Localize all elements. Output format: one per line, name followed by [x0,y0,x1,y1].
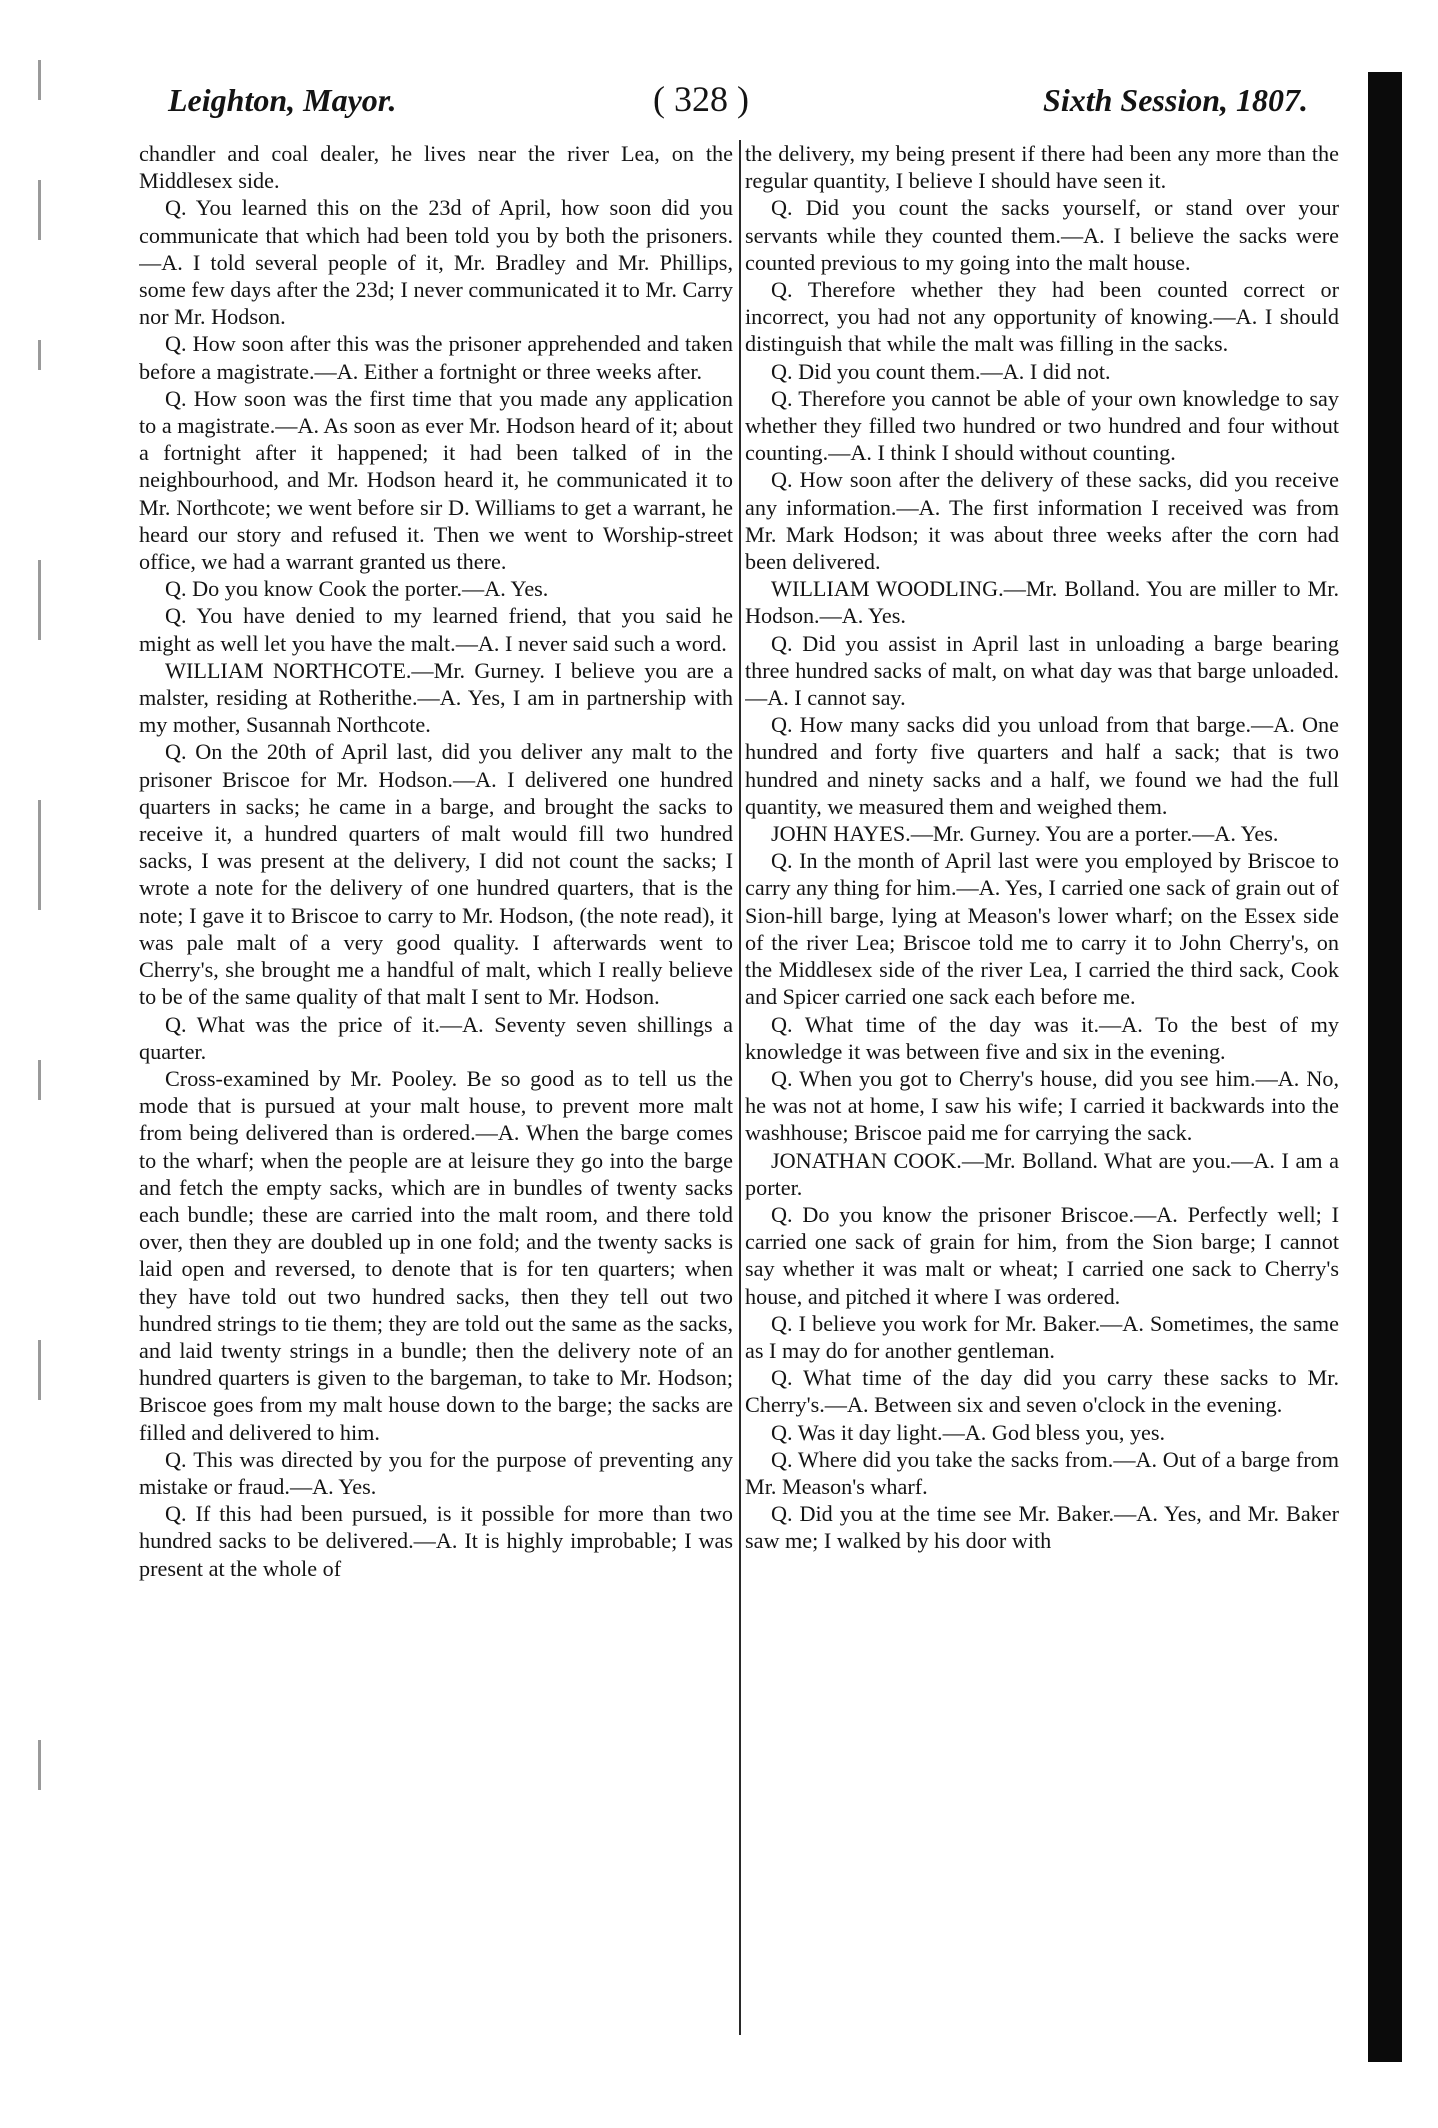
running-header [168,79,1308,130]
page-edge-shadow [1368,72,1402,2062]
left-column [139,140,733,2040]
paragraph: Q. When you got to Cherry's house, did you see him.—A. No, he was not at home, I saw his wife; I carried it backwards into the washhouse; Briscoe paid me for carrying the sack. [745,1065,1339,1146]
paragraph: Q. If this had been pursued, is it possible for more than two hundred sacks to be delivered.—A. It is highly improbable; I was present at the whole of [139,1501,733,1581]
paragraph: Q. Do you know the prisoner Briscoe.—A. Perfectly well; I carried one sack of grain for him, from the Sion barge; I cannot say whether it was malt or wheat; I carried one sack to Cherry's house, and pitched it where I was ordered. [745,1201,1339,1309]
paragraph: Q. You have denied to my learned friend, that you said he might as well let you have the malt.—A. I never said such a word. [139,603,733,656]
header-left: Leighton, Mayor. [168,82,397,118]
paragraph: Q. What time of the day did you carry these sacks to Mr. Cherry's.—A. Between six and seven o'clock in the evening. [745,1365,1339,1418]
paragraph: Q. Therefore whether they had been counted correct or incorrect, you had not any opportunity of knowing.—A. I should distinguish that while the malt was filling in the sacks. [745,277,1339,357]
paragraph: Q. You learned this on the 23d of April, how soon did you communicate that which had been told you by both the prisoners.—A. I told several people of it, Mr. Bradley and Mr. Phillips, some few days after the 23d; I never communicated it to Mr. Carry nor Mr. Hodson. [139,195,733,330]
paragraph: Cross-examined by Mr. Pooley. Be so good as to tell us the mode that is pursued at your malt house, to prevent more malt from being delivered than is ordered.—A. When the barge comes to the wharf; when the people are at leisure they go into the barge and fetch the empty sacks, which are in bundles of twenty sacks each bundle; these are carried into the malt room, and there told over, then they are doubled up in one fold; and the twenty sacks is laid open and reversed, to denote that is for ten quarters; when they have told out two hundred sacks, then they tell out two hundred strings to tie them; they are told out the same as the sacks, and laid twenty strings in a bundle; then the delivery note of an hundred quarters is given to the bargeman, to take to Mr. Hodson; Briscoe goes from my malt house down to the barge; the sacks are filled and delivered to him. [139,1065,733,1445]
paragraph: chandler and coal dealer, he lives near the river Lea, on the Middlesex side. [139,141,733,194]
paragraph: Q. This was directed by you for the purpose of preventing any mistake or fraud.—A. Yes. [139,1446,733,1499]
page-number: ( 328 ) [653,79,749,119]
paragraph: Q. Therefore you cannot be able of your own knowledge to say whether they filled two hundred or two hundred and four without counting.—A. I think I should without counting. [745,385,1339,466]
paragraph: WILLIAM NORTHCOTE.—Mr. Gurney. I believe you are a malster, residing at Rotherithe.—A. Yes, I am in partnership with my mother, Susannah Northcote. [139,657,733,738]
paragraph: Q. Did you count the sacks yourself, or stand over your servants while they counted them.—A. I believe the sacks were counted previous to my going into the malt house. [745,195,1339,275]
paragraph: Q. I believe you work for Mr. Baker.—A. Sometimes, the same as I may do for another gentleman. [745,1310,1339,1363]
paragraph: Q. Did you assist in April last in unloading a barge bearing three hundred sacks of malt, on what day was that barge unloaded.—A. I cannot say. [745,630,1339,711]
paragraph: Q. Did you at the time see Mr. Baker.—A. Yes, and Mr. Baker saw me; I walked by his door with [745,1501,1339,1554]
paragraph: JOHN HAYES.—Mr. Gurney. You are a porter.—A. Yes. [771,821,1279,847]
paragraph: Q. Where did you take the sacks from.—A. Out of a barge from Mr. Meason's wharf. [745,1446,1339,1499]
paragraph: Q. Did you count them.—A. I did not. [771,358,1111,384]
paragraph: Q. Was it day light.—A. God bless you, yes. [771,1419,1166,1445]
paragraph: Q. How soon after this was the prisoner apprehended and taken before a magistrate.—A. Either a fortnight or three weeks after. [139,331,733,384]
paragraph: Q. On the 20th of April last, did you deliver any malt to the prisoner Briscoe for Mr. Hodson.—A. I delivered one hundred quarters in sacks; he came in a barge, and brought the sacks to receive it, a hundred quarters of malt would fill two hundred sacks, I was present at the delivery, I did not count the sacks; I wrote a note for the delivery of one hundred quarters, that is the note; I gave it to Briscoe to carry to Mr. Hodson, (the note read), it was pale malt of a very good quality. I afterwards went to Cherry's, she brought me a handful of malt, which I really believe to be of the same quality of that malt I sent to Mr. Hodson. [139,739,733,1010]
paragraph: Q. What was the price of it.—A. Seventy seven shillings a quarter. [139,1011,733,1064]
paragraph: Q. How many sacks did you unload from that barge.—A. One hundred and forty five quarters and half a sack; that is two hundred and ninety sacks and a half, we found we had the full quantity, we measured them and weighed them. [745,712,1339,819]
paragraph: Q. Do you know Cook the porter.—A. Yes. [165,576,549,602]
paragraph: JONATHAN COOK.—Mr. Bolland. What are you.—A. I am a porter. [745,1147,1339,1200]
paragraph: Q. How soon after the delivery of these sacks, did you receive any information.—A. The first information I received was from Mr. Mark Hodson; it was about three weeks after the corn had been delivered. [745,467,1339,575]
paragraph: Q. In the month of April last were you employed by Briscoe to carry any thing for him.—A. Yes, I carried one sack of grain out of Sion-hill barge, lying at Meason's lower wharf; on the Essex side of the river Lea; Briscoe told me to carry it to John Cherry's, on the Middlesex side of the river Lea, I carried the third sack, Cook and Spicer carried one sack each before me. [745,848,1339,1010]
paragraph: WILLIAM WOODLING.—Mr. Bolland. You are miller to Mr. Hodson.—A. Yes. [745,576,1339,629]
header-right: Sixth Session, 1807. [1043,82,1308,118]
binding-margin [8,40,68,2100]
paragraph: the delivery, my being present if there had been any more than the regular quantity, I believe I should have seen it. [745,141,1339,194]
right-column [745,140,1339,2040]
column-rule [739,140,741,2035]
paragraph: Q. How soon was the first time that you made any application to a magistrate.—A. As soon as ever Mr. Hodson heard of it; about a fortnight after it happened; it had been talked of in the neighbourhood, and Mr. Hodson heard it, he communicated it to Mr. Northcote; we went before sir D. Williams to get a warrant, he heard our story and refused it. Then we went to Worship-street office, we had a warrant granted us there. [139,385,733,575]
paragraph: Q. What time of the day was it.—A. To the best of my knowledge it was between five and six in the evening. [745,1011,1339,1064]
